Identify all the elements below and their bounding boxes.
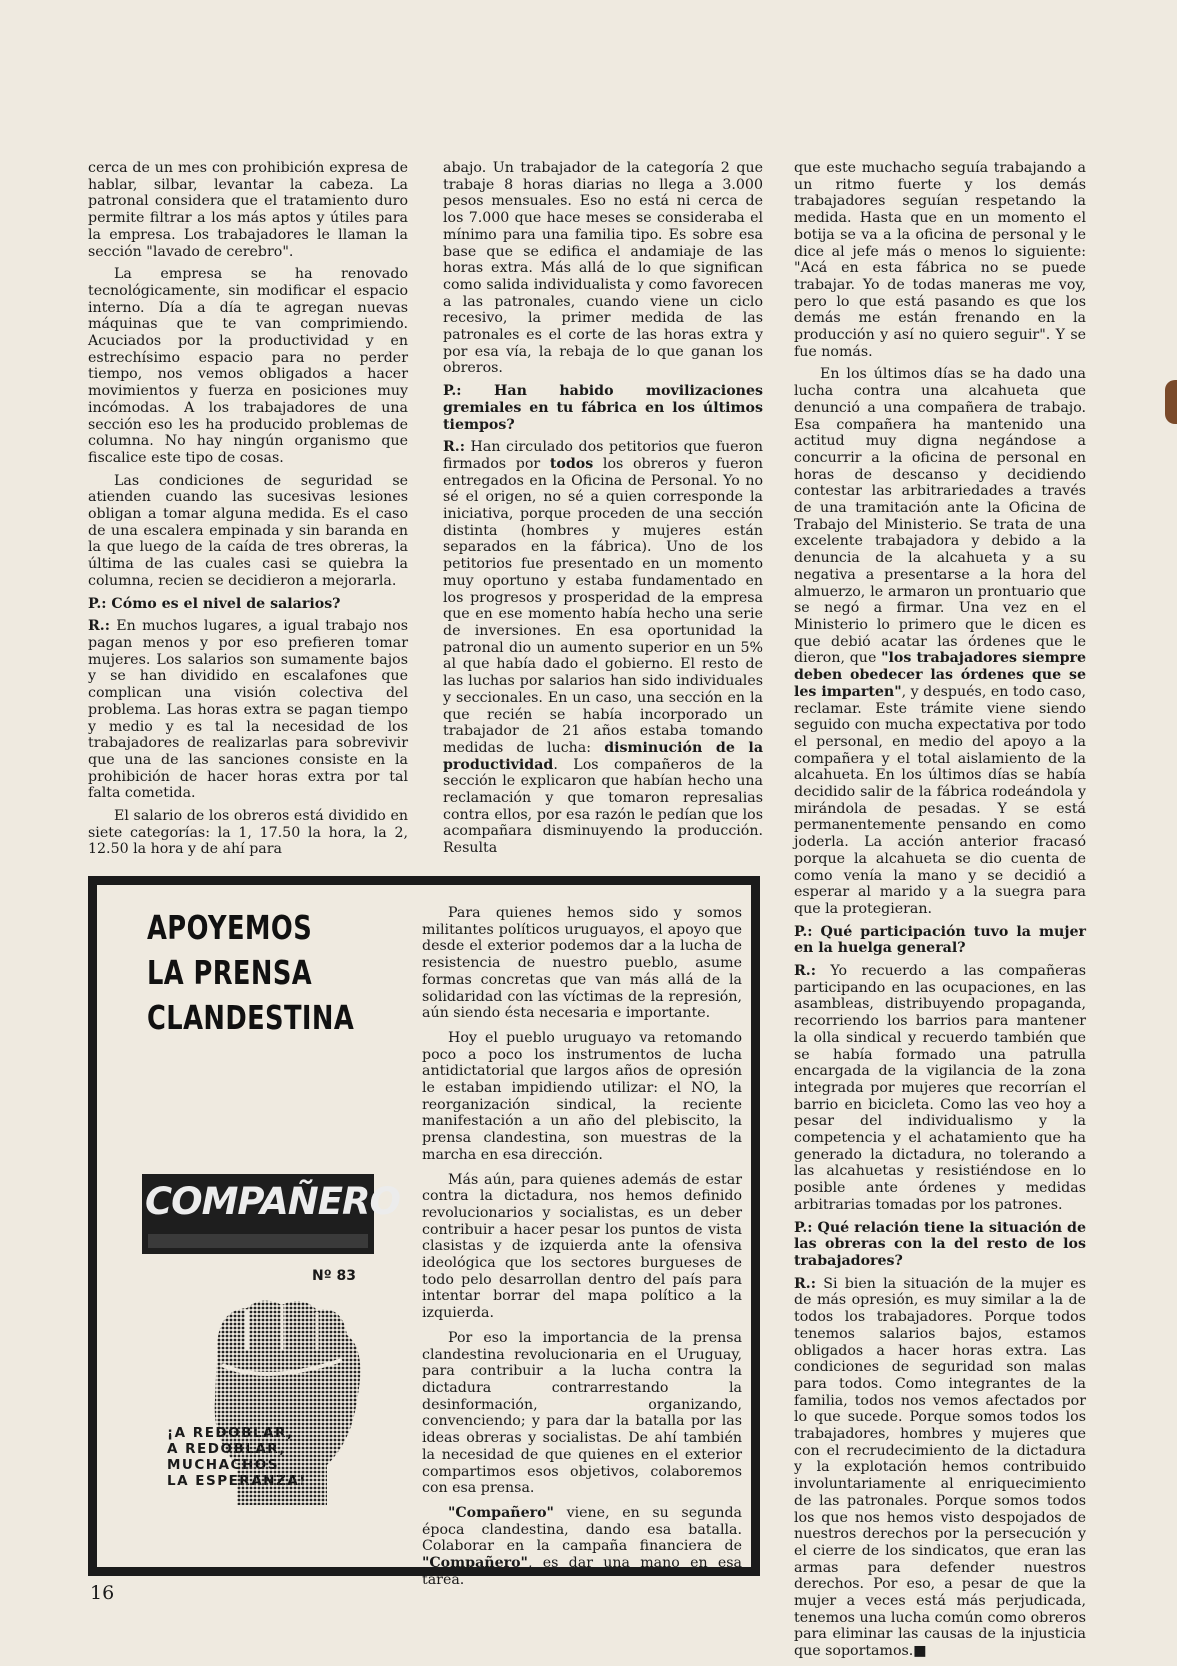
box-paragraph: Para quienes hemos sido y somos militantes políticos uruguayos, el apoyo que desde el exterior podemos dar a la lucha de resistencia de nuestro pueblo, asume formas concretas que van más allá de la solidaridad con las víctimas de la represión, aún siendo ésta necesaria e importante. [422, 905, 742, 1022]
box-body-text [422, 905, 742, 1596]
box-headline: APOYEMOS LA PRENSA CLANDESTINA [147, 908, 355, 1037]
page-edge-stain [1165, 380, 1177, 424]
box-paragraph: Por eso la importancia de la prensa clandestina revolucionaria en el Uruguay, para contribuir a la lucha contra la dictadura contrarrestando la desinformación, organizando, convenciendo; y para dar la batalla por las ideas obreras y socialistas. De ahí también la necesidad de que quienes en el exterior compartimos esos objetivos, colaboremos con esa prensa. [422, 1329, 742, 1497]
article-paragraph: abajo. Un trabajador de la categoría 2 que trabaje 8 horas diarias no llega a 3.000 pesos mensuales. Eso no está ni cerca de los 7.000 que hace meses se consideraba el mínimo para una familia tipo. Es sobre esa base que se edifica el andamiaje de las horas extra. Más allá de lo que significan como salida individualista y como favorecen a las patronales, cuando viene un ciclo recesivo, la primer medida de las patronales es el corte de las horas extra y por esa vía, la rebaja de lo que ganan los obreros. [443, 160, 763, 377]
article-paragraph: Las condiciones de seguridad se atienden cuando las sucesivas lesiones obligan a tomar alguna medida. Es el caso de una escalera empinada y sin baranda en la que luego de la caída de tres obreras, la última de las cuales casi se quiebra la columna, recien se decidieron a mejorarla. [88, 472, 408, 589]
box-paragraph-last: "Compañero" viene, en su segunda época clandestina, dando esa batalla. Colaborar en la campaña financiera de "Compañero", es dar una mano en esa tarea. [422, 1504, 742, 1588]
article-paragraph: La empresa se ha renovado tecnológicamente, sin modificar el espacio interno. Día a día te agregan nuevas máquinas que te van comprimiendo. Acuciados por la productividad y en estrechísimo espacio para no perder tiempo, nos vemos obligados a hacer movimientos y fuerza en posiciones muy incómodas. A los trabajadores de una sección eso les ha producido problemas de columna. No hay ningún organismo que fiscalice este tipo de cosas. [88, 266, 408, 466]
article-column-2 [443, 160, 763, 863]
issue-number: Nº 83 [312, 1268, 356, 1284]
interview-question: P.: Qué participación tuvo la mujer en la huelga general? [794, 923, 1086, 957]
logo-subtitle-strip [148, 1234, 368, 1248]
interview-question: P.: Cómo es el nivel de salarios? [88, 595, 341, 612]
article-column-1 [88, 160, 408, 864]
interview-answer: R.: Si bien la situación de la mujer es de más opresión, es muy similar a la de todos los trabajadores. Porque todos tenemos salarios bajos, estamos obligados a hacer horas extra. Las condiciones de seguridad son malas para todos. Como integrantes de la familia, todos nos vemos afectados por lo que sucede. Porque somos todos los trabajadores, hombres y mujeres que con el recrudecimiento de la dictadura y la explotación hemos contribuido involuntariamente al enriquecimiento de las patronales. Porque somos todos los que nos hemos visto despojados de nuestros derechos por la persecución y el cierre de los sindicatos, que eran las armas para defender nuestros derechos. Por eso, a pesar de que la mujer a veces está más perjudicada, tenemos una lucha común como obreros para eliminar las causas de la injusticia que soportamos.■ [794, 1275, 1086, 1660]
box-paragraph: Más aún, para quienes además de estar contra la dictadura, nos hemos definido revolucionarios y socialistas, es un deber contribuir a hacer pesar los puntos de vista clasistas y de izquierda ante la ofensiva ideológica que los sectores burgueses de todo pelo desarrollan dentro del país para intentar borrar del mapa político a la izquierda. [422, 1171, 742, 1322]
prensa-clandestina-box [88, 876, 760, 1588]
article-paragraph: que este muchacho seguía trabajando a un ritmo fuerte y los demás trabajadores seguían respetando la medida. Hasta que en un momento el botija se va a la oficina de personal y le dice al jefe más o menos lo siguiente: "Acá en esta fábrica no se puede trabajar. Yo de todas maneras me voy, pero lo que está pasando es que los demás me están frenando en la producción y así no quiero seguir". Y se fue nomás. [794, 160, 1086, 360]
page-number: 16 [90, 1582, 115, 1604]
interview-question: P.: Qué relación tiene la situación de las obreras con la del resto de los trabajadores? [794, 1219, 1086, 1269]
article-paragraph: cerca de un mes con prohibición expresa de hablar, silbar, levantar la cabeza. La patronal considera que el tratamiento duro permite filtrar a los más aptos y útiles para la empresa. Los trabajadores le llaman la sección "lavado de cerebro". [88, 160, 408, 260]
article-column-3 [794, 160, 1086, 1666]
article-paragraph: En los últimos días se ha dado una lucha contra una alcahueta que denunció a una compañera de trabajo. Esa compañera ha mantenido una actitud muy digna negándose a concurrir a la oficina de personal en horas de descanso y decidiendo contestar las arbitrariedades a través de una tramitación ante la Oficina de Trabajo del Ministerio. Se trata de una excelente trabajadora y debido a la denuncia de la alcahueta y a su negativa a presentarse a la hora del almuerzo, le armaron un prontuario que se negó a firmar. Una vez en el Ministerio lo primero que le dicen es que debió acatar las órdenes que le dieron, que "los trabajadores siempre deben obedecer las órdenes que se les imparten", y después, en todo caso, reclamar. Este trámite viene siendo seguido con mucha expectativa por todo el personal, en medio del apoyo a la compañera y el total aislamiento de la alcahueta. En los últimos días se había decidido salir de la fábrica rodeándola y mirándola de pesadas. Y se está permanentemente pensando en como joderla. La acción anterior fracasó porque la alcahueta se dio cuenta de como venía la mano y se decidió a esperar al marido y a la suegra para que la protegieran. [794, 366, 1087, 917]
fist-slogan: ¡A REDOBLAR, A REDOBLAR, MUCHACHOS LA ESPERANZA! [167, 1425, 307, 1489]
interview-question: P.: Han habido movilizaciones gremiales en tu fábrica en los últimos tiempos? [443, 383, 763, 433]
interview-answer: R.: Yo recuerdo a las compañeras participando en las ocupaciones, en las asambleas, distribuyendo propaganda, recorriendo los barrios para mantener la olla sindical y recuerdo también que se había formado una patrulla encargada de la vigilancia de la zona integrada por mujeres que recorrían el barrio en bicicleta. Como las veo hoy a pesar del individualismo y la competencia y el achatamiento que ha generado la dictadura, no tolerando a las alcahuetas y resistiéndose en lo posible ante órdenes y medidas arbitrarias tomadas por los patrones. [794, 963, 1086, 1213]
interview-answer: R.: En muchos lugares, a igual trabajo nos pagan menos y por eso prefieren tomar mujeres. Los salarios son sumamente bajos y se han dividido en escalafones que complican una visión colectiva del problema. Las horas extra se pagan tiempo y medio y es tal la necesidad de los trabajadores de realizarlas para sobrevivir que una de las sanciones consiste en la prohibición de hacer horas extra por tal falta cometida. [88, 618, 408, 802]
box-paragraph: Hoy el pueblo uruguayo va retomando poco a poco los instrumentos de lucha antidictatorial que largos años de opresión le estaban impidiendo utilizar: el NO, la reorganización sindical, la reciente manifestación a un año del plebiscito, la prensa clandestina, son muestras de la marcha en esa dirección. [422, 1029, 742, 1163]
article-paragraph: El salario de los obreros está dividido en siete categorías: la 1, 17.50 la hora, la 2, 12.50 la hora y de ahí para [88, 808, 408, 858]
companero-logo: COMPAÑERO [142, 1174, 374, 1254]
interview-answer: R.: Han circulado dos petitorios que fueron firmados por todos los obreros y fueron entregados en la Oficina de Personal. Yo no sé el origen, no sé a quien corresponde la iniciativa, porque proceden de una sección distinta (hombres y mujeres están separados en la fábrica). Uno de los petitorios fue presentado en un momento muy oportuno y estaba fundamentado en los progresos y prosperidad de la empresa que en ese momento había hecho una serie de inversiones. En esa oportunidad la patronal dio un aumento superior en un 5% al que había dado el gobierno. El resto de las luchas por salarios han sido individuales y seccionales. En un caso, una sección en la que recién se había incorporado un trabajador de 21 años estaba tomando medidas de lucha: disminución de la productividad. Los compañeros de la sección le explicaron que habían hecho una reclamación y que tomaron represalias contra ellos, por esa razón le pedían que los acompañara disminuyendo la producción. Resulta [443, 439, 764, 857]
